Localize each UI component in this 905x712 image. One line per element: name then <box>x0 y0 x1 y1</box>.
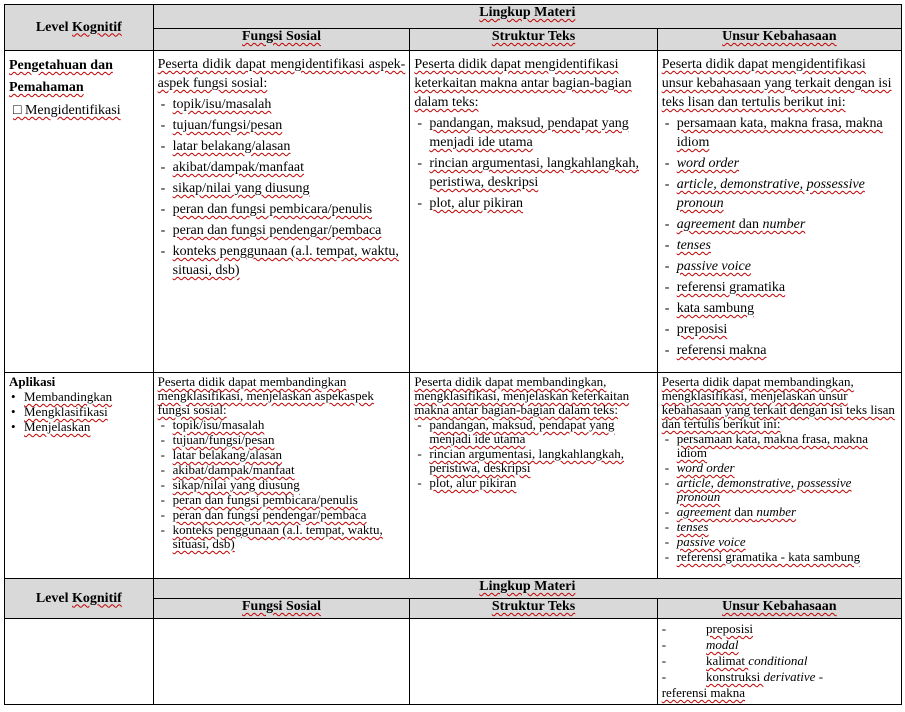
level-cell <box>5 51 154 373</box>
list-item: - preposisi <box>661 621 753 636</box>
fungsi-cell <box>153 51 410 373</box>
level-cell <box>5 373 154 579</box>
list-item: • Mengklasifikasi <box>9 405 149 419</box>
list-item: - akibat/dampak/manfaat <box>158 463 406 477</box>
row-lanjutan <box>5 619 902 705</box>
lingkup-materi-header-2: Lingkup Materi <box>153 579 901 599</box>
unsur-kebahasaan-header: Unsur Kebahasaan <box>657 29 901 51</box>
list-item: - article, demonstrative, possessive pronoun <box>662 175 897 213</box>
fungsi-list <box>158 95 406 280</box>
level-list <box>9 390 149 434</box>
struktur-list <box>414 418 652 490</box>
struktur-intro: Peserta didik dapat membandingkan, mengklasifikasi, menjelaskan keterkaitan makna antar bagian-bagian dalam teks: <box>414 374 630 417</box>
level-kognitif-header-2: Level Kognitif <box>5 579 154 619</box>
level-kognitif-header: Level Kognitif <box>5 5 154 51</box>
list-item: • Membandingkan <box>9 390 149 404</box>
fungsi-list <box>158 418 406 551</box>
list-item: - plot, alur pikiran <box>414 476 652 490</box>
list-item: - preposisi <box>662 320 897 339</box>
fungsi-intro: Peserta didik dapat mengidentifikasi aspek-aspek fungsi sosial: <box>157 57 406 91</box>
list-item: - referensi gramatika - kata sambung <box>662 550 897 564</box>
struktur-teks-header-2: Struktur Teks <box>410 599 657 619</box>
row-pengetahuan <box>5 51 902 373</box>
list-item: - konteks penggunaan (a.l. tempat, waktu, situasi, dsb) <box>158 242 406 280</box>
list-item: - article, demonstrative, possessive pronoun <box>662 476 897 504</box>
list-item: - peran dan fungsi pembicara/penulis <box>158 200 406 219</box>
unsur-intro: Peserta didik dapat membandingkan, mengklasifikasi, menjelaskan unsur kebahasaan yang terkait dengan isi teks lisan dan tertulis berikut ini: <box>661 374 895 431</box>
list-item: - sikap/nilai yang diusung <box>158 179 406 198</box>
list-item: - tujuan/fungsi/pesan <box>158 433 406 447</box>
unsur-list <box>662 432 897 564</box>
list-item: - persamaan kata, makna frasa, makna idiom <box>662 114 897 152</box>
list-item: - plot, alur pikiran <box>414 194 652 213</box>
unsur-cell <box>657 619 901 705</box>
unsur-kebahasaan-header-2: Unsur Kebahasaan <box>657 599 901 619</box>
list-item: - referensi gramatika <box>662 278 897 297</box>
materi-table <box>4 4 902 705</box>
list-item: - passive voice <box>662 535 897 549</box>
struktur-cell <box>410 51 657 373</box>
unsur-cell <box>657 373 901 579</box>
struktur-cell-empty <box>410 619 657 705</box>
list-item: • Menjelaskan <box>9 420 149 434</box>
unsur-cell <box>657 51 901 373</box>
struktur-list <box>414 114 652 213</box>
unsur-list <box>662 114 897 360</box>
list-item: - sikap/nilai yang diusung <box>158 478 406 492</box>
list-item: - topik/isu/masalah <box>158 95 406 114</box>
level-title: Pengetahuan dan Pemahaman <box>9 58 113 95</box>
list-item: - rincian argumentasi, langkahlangkah, peristiwa, deskripsi <box>414 447 652 475</box>
list-item: - latar belakang/alasan <box>158 448 406 462</box>
list-item: - peran dan fungsi pembicara/penulis <box>158 493 406 507</box>
lingkup-materi-header: Lingkup Materi <box>153 5 901 29</box>
header-row <box>5 5 902 29</box>
fungsi-intro: Peserta didik dapat membandingkan mengklasifikasi, menjelaskan aspekaspek fungsi sosial: <box>157 374 374 417</box>
list-item: - passive voice <box>662 257 897 276</box>
list-item: - akibat/dampak/manfaat <box>158 158 406 177</box>
list-item: - pandangan, maksud, pendapat yang menjadi ide utama <box>414 114 652 152</box>
fungsi-sosial-header-2: Fungsi Sosial <box>153 599 410 619</box>
list-item: - word order <box>662 461 897 475</box>
fungsi-cell <box>153 373 410 579</box>
list-item: - peran dan fungsi pendengar/pembaca <box>158 221 406 240</box>
list-item: - word order <box>662 154 897 173</box>
struktur-cell <box>410 373 657 579</box>
list-item: - modal <box>661 637 739 652</box>
list-item: - kata sambung <box>662 299 897 318</box>
list-item: - agreement dan number <box>662 505 897 519</box>
list-item: - agreement dan number <box>662 215 897 234</box>
list-item: - tenses <box>662 520 897 534</box>
list-item: - persamaan kata, makna frasa, makna idiom <box>662 432 897 460</box>
unsur-tail: referensi makna <box>661 685 746 700</box>
list-item: - pandangan, maksud, pendapat yang menjadi ide utama <box>414 418 652 446</box>
struktur-intro: Peserta didik dapat mengidentifikasi keterkaitan makna antar bagian-bagian dalam teks: <box>414 57 632 110</box>
list-item: - kalimat conditional <box>661 653 808 668</box>
list-item: - konstruksi derivative - <box>661 669 824 684</box>
unsur-intro: Peserta didik dapat mengidentifikasi unsur kebahasaan yang terkait dengan isi teks lisan dan tertulis berikut ini: <box>661 57 892 110</box>
fungsi-sosial-header: Fungsi Sosial <box>153 29 410 51</box>
list-item: - tujuan/fungsi/pesan <box>158 116 406 135</box>
struktur-teks-header: Struktur Teks <box>410 29 657 51</box>
list-item: - tenses <box>662 236 897 255</box>
level-title: Aplikasi <box>9 374 56 389</box>
list-item: - referensi makna <box>662 341 897 360</box>
row-aplikasi <box>5 373 902 579</box>
list-item: - topik/isu/masalah <box>158 418 406 432</box>
header-row-2 <box>5 579 902 599</box>
fungsi-cell-empty <box>153 619 410 705</box>
document-page <box>4 4 902 705</box>
list-item: - peran dan fungsi pendengar/pembaca <box>158 508 406 522</box>
level-cell-empty <box>5 619 154 705</box>
level-item: □ Mengidentifikasi <box>13 103 121 118</box>
unsur-list <box>662 621 897 685</box>
list-item: - konteks penggunaan (a.l. tempat, waktu, situasi, dsb) <box>158 523 406 551</box>
list-item: - latar belakang/alasan <box>158 137 406 156</box>
list-item: - rincian argumentasi, langkahlangkah, peristiwa, deskripsi <box>414 154 652 192</box>
